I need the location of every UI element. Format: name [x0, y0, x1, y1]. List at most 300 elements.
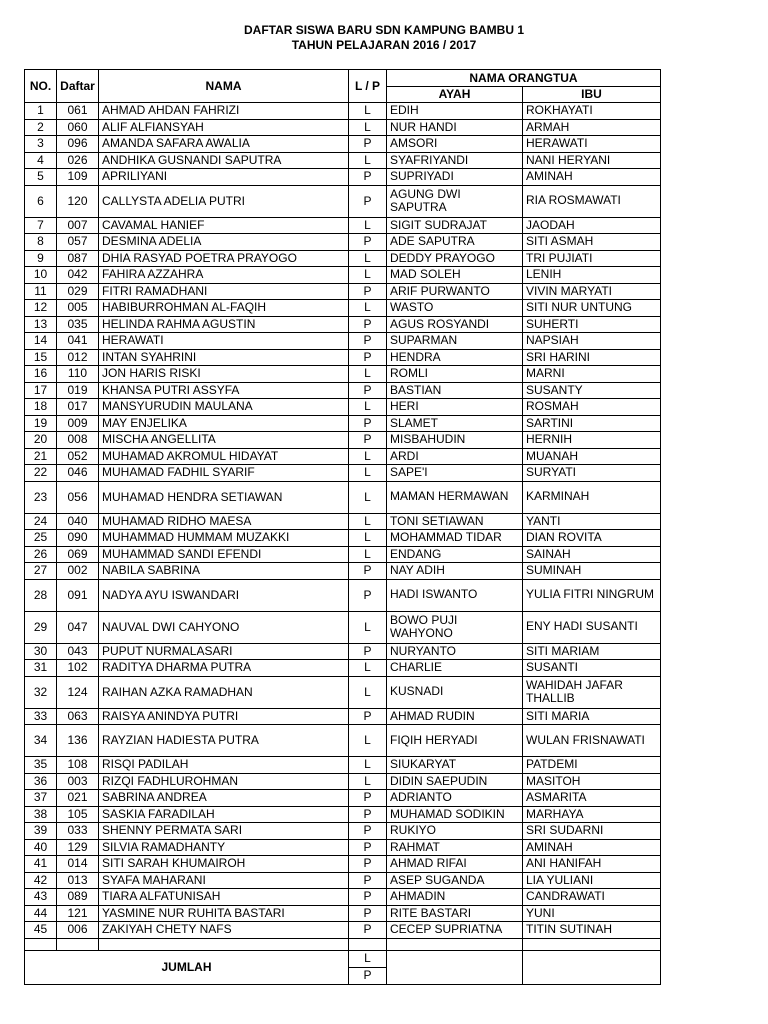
cell-ibu: ENY HADI SUSANTI — [523, 611, 661, 643]
cell-daftar: 096 — [57, 136, 99, 153]
table-row — [25, 152, 661, 169]
cell-ibu: WAHIDAH JAFAR THALLIB — [523, 676, 661, 708]
cell-lp: P — [349, 708, 387, 725]
cell-daftar: 047 — [57, 611, 99, 643]
cell-no: 27 — [25, 563, 57, 580]
table-row — [25, 872, 661, 889]
cell-lp: L — [349, 448, 387, 465]
cell-ayah: HENDRA — [387, 349, 523, 366]
cell-no: 12 — [25, 300, 57, 317]
cell-no: 39 — [25, 823, 57, 840]
table-row — [25, 725, 661, 757]
cell-lp: P — [349, 790, 387, 807]
cell-ayah: TONI SETIAWAN — [387, 513, 523, 530]
cell-daftar: 029 — [57, 283, 99, 300]
cell-ibu: SUSANTI — [523, 660, 661, 677]
cell-nama: MUHAMAD FADHIL SYARIF — [99, 465, 349, 482]
cell-no: 45 — [25, 922, 57, 939]
table-row — [25, 333, 661, 350]
cell-ayah: KUSNADI — [387, 676, 523, 708]
cell-lp: L — [349, 513, 387, 530]
cell-ayah: SAPE'I — [387, 465, 523, 482]
cell-lp: P — [349, 856, 387, 873]
cell-nama: SITI SARAH KHUMAIROH — [99, 856, 349, 873]
cell-lp: P — [349, 823, 387, 840]
cell-no: 31 — [25, 660, 57, 677]
table-row — [25, 660, 661, 677]
cell-ibu: ARMAH — [523, 119, 661, 136]
cell-nama: NADYA AYU ISWANDARI — [99, 579, 349, 611]
cell-nama: FAHIRA AZZAHRA — [99, 267, 349, 284]
cell-ayah: WASTO — [387, 300, 523, 317]
cell-nama: HABIBURROHMAN AL-FAQIH — [99, 300, 349, 317]
cell-daftar: 057 — [57, 234, 99, 251]
cell-lp: P — [349, 839, 387, 856]
cell-ibu: AMINAH — [523, 169, 661, 186]
cell-no: 22 — [25, 465, 57, 482]
cell-ibu: SITI NUR UNTUNG — [523, 300, 661, 317]
cell-no: 11 — [25, 283, 57, 300]
document-subtitle: TAHUN PELAJARAN 2016 / 2017 — [291, 38, 477, 52]
cell-ibu: TRI PUJIATI — [523, 250, 661, 267]
cell-lp: L — [349, 611, 387, 643]
cell-nama: SASKIA FARADILAH — [99, 806, 349, 823]
cell-nama: RISQI PADILAH — [99, 757, 349, 774]
table-row — [25, 366, 661, 383]
cell-daftar: 003 — [57, 773, 99, 790]
cell-nama: ANDHIKA GUSNANDI SAPUTRA — [99, 152, 349, 169]
cell-nama: RAYZIAN HADIESTA PUTRA — [99, 725, 349, 757]
cell-ayah: ADRIANTO — [387, 790, 523, 807]
cell-nama: SYAFA MAHARANI — [99, 872, 349, 889]
header-ayah: AYAH — [387, 87, 523, 103]
table-row — [25, 267, 661, 284]
cell-ibu: MUANAH — [523, 448, 661, 465]
cell-no: 23 — [25, 481, 57, 513]
cell-ibu: ROKHAYATI — [523, 103, 661, 120]
table-row — [25, 432, 661, 449]
cell-ayah: ASEP SUGANDA — [387, 872, 523, 889]
cell-nama: MUHAMMAD SANDI EFENDI — [99, 546, 349, 563]
cell-ayah: DEDDY PRAYOGO — [387, 250, 523, 267]
cell-ibu: ROSMAH — [523, 399, 661, 416]
cell-no: 29 — [25, 611, 57, 643]
cell-nama: TIARA ALFATUNISAH — [99, 889, 349, 906]
table-row — [25, 415, 661, 432]
cell-daftar: 090 — [57, 530, 99, 547]
cell-no: 8 — [25, 234, 57, 251]
cell-nama: RADITYA DHARMA PUTRA — [99, 660, 349, 677]
cell-lp: L — [349, 366, 387, 383]
cell-lp: L — [349, 773, 387, 790]
cell-ibu: YANTI — [523, 513, 661, 530]
cell-ayah: ROMLI — [387, 366, 523, 383]
cell-lp: P — [349, 333, 387, 350]
cell-no: 4 — [25, 152, 57, 169]
cell-ibu: TITIN SUTINAH — [523, 922, 661, 939]
cell-nama: SHENNY PERMATA SARI — [99, 823, 349, 840]
cell-lp: P — [349, 349, 387, 366]
cell-ibu: CANDRAWATI — [523, 889, 661, 906]
table-row — [25, 790, 661, 807]
cell-no: 14 — [25, 333, 57, 350]
cell-lp: P — [349, 283, 387, 300]
cell-daftar: 102 — [57, 660, 99, 677]
cell-ibu: AMINAH — [523, 839, 661, 856]
cell-ibu: SRI SUDARNI — [523, 823, 661, 840]
table-row — [25, 563, 661, 580]
cell-daftar: 035 — [57, 316, 99, 333]
cell-nama: PUPUT NURMALASARI — [99, 643, 349, 660]
cell-ayah: BOWO PUJI WAHYONO — [387, 611, 523, 643]
cell-no: 40 — [25, 839, 57, 856]
cell-ayah: NUR HANDI — [387, 119, 523, 136]
cell-nama: JON HARIS RISKI — [99, 366, 349, 383]
cell-daftar: 129 — [57, 839, 99, 856]
cell-ibu: RIA ROSMAWATI — [523, 185, 661, 217]
table-row — [25, 103, 661, 120]
cell-ibu: HERAWATI — [523, 136, 661, 153]
cell-daftar: 006 — [57, 922, 99, 939]
cell-lp: P — [349, 136, 387, 153]
cell-nama: AHMAD AHDAN FAHRIZI — [99, 103, 349, 120]
cell-ayah: EDIH — [387, 103, 523, 120]
cell-no: 34 — [25, 725, 57, 757]
cell-ayah: RAHMAT — [387, 839, 523, 856]
cell-no: 3 — [25, 136, 57, 153]
cell-ayah: ARIF PURWANTO — [387, 283, 523, 300]
cell-ibu: ASMARITA — [523, 790, 661, 807]
table-row — [25, 513, 661, 530]
cell-nama: MISCHA ANGELLITA — [99, 432, 349, 449]
cell-ayah: ARDI — [387, 448, 523, 465]
cell-lp: L — [349, 250, 387, 267]
cell-lp: L — [349, 660, 387, 677]
cell-ayah: MUHAMAD SODIKIN — [387, 806, 523, 823]
table-row — [25, 806, 661, 823]
cell-lp: L — [349, 119, 387, 136]
cell-daftar: 046 — [57, 465, 99, 482]
cell-daftar: 033 — [57, 823, 99, 840]
cell-lp: L — [349, 103, 387, 120]
cell-nama: RIZQI FADHLUROHMAN — [99, 773, 349, 790]
cell-no: 13 — [25, 316, 57, 333]
cell-ayah: SIUKARYAT — [387, 757, 523, 774]
cell-ibu: SRI HARINI — [523, 349, 661, 366]
cell-nama: DHIA RASYAD POETRA PRAYOGO — [99, 250, 349, 267]
cell-ibu: DIAN ROVITA — [523, 530, 661, 547]
cell-ibu: SURYATI — [523, 465, 661, 482]
cell-nama: RAIHAN AZKA RAMADHAN — [99, 676, 349, 708]
cell-daftar: 026 — [57, 152, 99, 169]
cell-ayah: MAD SOLEH — [387, 267, 523, 284]
cell-ayah: RUKIYO — [387, 823, 523, 840]
cell-no: 15 — [25, 349, 57, 366]
cell-ibu: LIA YULIANI — [523, 872, 661, 889]
table-row — [25, 643, 661, 660]
cell-daftar: 005 — [57, 300, 99, 317]
cell-ayah: BASTIAN — [387, 382, 523, 399]
cell-ibu: SUMINAH — [523, 563, 661, 580]
header-no: NO. — [25, 70, 57, 103]
jumlah-ibu-cell — [523, 950, 661, 984]
cell-ibu: SAINAH — [523, 546, 661, 563]
table-row — [25, 169, 661, 186]
cell-ayah: CHARLIE — [387, 660, 523, 677]
cell-daftar: 087 — [57, 250, 99, 267]
cell-no: 2 — [25, 119, 57, 136]
cell-ibu: WULAN FRISNAWATI — [523, 725, 661, 757]
table-row — [25, 773, 661, 790]
cell-daftar: 124 — [57, 676, 99, 708]
cell-daftar: 042 — [57, 267, 99, 284]
cell-no: 21 — [25, 448, 57, 465]
cell-daftar: 110 — [57, 366, 99, 383]
cell-lp: P — [349, 316, 387, 333]
table-row — [25, 185, 661, 217]
cell-nama: MUHAMAD AKROMUL HIDAYAT — [99, 448, 349, 465]
cell-nama: CAVAMAL HANIEF — [99, 217, 349, 234]
cell-daftar: 043 — [57, 643, 99, 660]
cell-nama: MANSYURUDIN MAULANA — [99, 399, 349, 416]
cell-lp: L — [349, 217, 387, 234]
cell-ibu: YUNI — [523, 905, 661, 922]
cell-lp: P — [349, 905, 387, 922]
cell-daftar: 136 — [57, 725, 99, 757]
cell-no: 5 — [25, 169, 57, 186]
cell-daftar: 109 — [57, 169, 99, 186]
header-lp: L / P — [349, 70, 387, 103]
table-row — [25, 922, 661, 939]
cell-nama: ZAKIYAH CHETY NAFS — [99, 922, 349, 939]
cell-ayah: DIDIN SAEPUDIN — [387, 773, 523, 790]
table-row — [25, 234, 661, 251]
cell-no: 1 — [25, 103, 57, 120]
cell-no: 41 — [25, 856, 57, 873]
table-row — [25, 839, 661, 856]
table-row — [25, 349, 661, 366]
cell-no: 42 — [25, 872, 57, 889]
cell-ayah: SUPARMAN — [387, 333, 523, 350]
table-row — [25, 382, 661, 399]
cell-no: 7 — [25, 217, 57, 234]
header-daftar: Daftar — [57, 70, 99, 103]
cell-no: 33 — [25, 708, 57, 725]
cell-ibu: SUSANTY — [523, 382, 661, 399]
cell-nama: NAUVAL DWI CAHYONO — [99, 611, 349, 643]
cell-no: 19 — [25, 415, 57, 432]
cell-daftar: 002 — [57, 563, 99, 580]
cell-nama: AMANDA SAFARA AWALIA — [99, 136, 349, 153]
table-row — [25, 448, 661, 465]
cell-ibu: NANI HERYANI — [523, 152, 661, 169]
table-row — [25, 481, 661, 513]
cell-no: 26 — [25, 546, 57, 563]
table-row — [25, 676, 661, 708]
cell-ayah: MISBAHUDIN — [387, 432, 523, 449]
cell-no: 25 — [25, 530, 57, 547]
table-row — [25, 856, 661, 873]
cell-ibu: MARNI — [523, 366, 661, 383]
cell-lp: L — [349, 725, 387, 757]
table-row — [25, 546, 661, 563]
cell-ayah: MOHAMMAD TIDAR — [387, 530, 523, 547]
cell-nama: HELINDA RAHMA AGUSTIN — [99, 316, 349, 333]
cell-nama: DESMINA ADELIA — [99, 234, 349, 251]
cell-no: 38 — [25, 806, 57, 823]
cell-lp: P — [349, 889, 387, 906]
cell-no: 10 — [25, 267, 57, 284]
cell-ayah: SYAFRIYANDI — [387, 152, 523, 169]
cell-ayah: FIQIH HERYADI — [387, 725, 523, 757]
cell-no: 32 — [25, 676, 57, 708]
cell-no: 9 — [25, 250, 57, 267]
document-title: DAFTAR SISWA BARU SDN KAMPUNG BAMBU 1 — [244, 23, 524, 37]
cell-daftar: 105 — [57, 806, 99, 823]
cell-lp: L — [349, 465, 387, 482]
cell-nama: ALIF ALFIANSYAH — [99, 119, 349, 136]
cell-ibu: SITI MARIAM — [523, 643, 661, 660]
cell-ibu: VIVIN MARYATI — [523, 283, 661, 300]
cell-ibu: JAODAH — [523, 217, 661, 234]
cell-lp: P — [349, 382, 387, 399]
table-row — [25, 399, 661, 416]
table-row — [25, 119, 661, 136]
cell-daftar: 089 — [57, 889, 99, 906]
cell-lp: P — [349, 563, 387, 580]
cell-ayah: AMSORI — [387, 136, 523, 153]
table-row — [25, 530, 661, 547]
cell-no: 16 — [25, 366, 57, 383]
cell-daftar: 021 — [57, 790, 99, 807]
cell-daftar: 121 — [57, 905, 99, 922]
cell-ayah: NAY ADIH — [387, 563, 523, 580]
cell-daftar: 056 — [57, 481, 99, 513]
table-row — [25, 217, 661, 234]
summary-row-l — [25, 950, 661, 967]
cell-lp: L — [349, 152, 387, 169]
cell-lp: L — [349, 481, 387, 513]
table-row — [25, 611, 661, 643]
cell-no: 37 — [25, 790, 57, 807]
cell-no: 24 — [25, 513, 57, 530]
cell-daftar: 041 — [57, 333, 99, 350]
cell-lp: P — [349, 185, 387, 217]
cell-ayah: AGUS ROSYANDI — [387, 316, 523, 333]
table-row — [25, 250, 661, 267]
cell-ibu: SITI ASMAH — [523, 234, 661, 251]
table-row — [25, 905, 661, 922]
cell-ayah: AHMAD RIFAI — [387, 856, 523, 873]
cell-lp: P — [349, 579, 387, 611]
cell-daftar: 012 — [57, 349, 99, 366]
table-row — [25, 579, 661, 611]
cell-ayah: HERI — [387, 399, 523, 416]
cell-ibu: PATDEMI — [523, 757, 661, 774]
cell-ibu: SUHERTI — [523, 316, 661, 333]
cell-daftar: 007 — [57, 217, 99, 234]
header-nama: NAMA — [99, 70, 349, 103]
cell-lp: L — [349, 546, 387, 563]
cell-ayah: ENDANG — [387, 546, 523, 563]
cell-nama: INTAN SYAHRINI — [99, 349, 349, 366]
cell-lp: L — [349, 300, 387, 317]
cell-no: 18 — [25, 399, 57, 416]
cell-ayah: AGUNG DWI SAPUTRA — [387, 185, 523, 217]
cell-ayah: NURYANTO — [387, 643, 523, 660]
cell-lp: P — [349, 169, 387, 186]
cell-ayah: SUPRIYADI — [387, 169, 523, 186]
cell-lp: P — [349, 234, 387, 251]
cell-no: 6 — [25, 185, 57, 217]
cell-nama: FITRI RAMADHANI — [99, 283, 349, 300]
cell-ayah: SLAMET — [387, 415, 523, 432]
cell-ibu: KARMINAH — [523, 481, 661, 513]
cell-nama: APRILIYANI — [99, 169, 349, 186]
table-row — [25, 136, 661, 153]
cell-no: 20 — [25, 432, 57, 449]
cell-nama: CALLYSTA ADELIA PUTRI — [99, 185, 349, 217]
cell-lp: L — [349, 530, 387, 547]
cell-no: 35 — [25, 757, 57, 774]
jumlah-ayah-cell — [387, 950, 523, 984]
cell-ibu: SARTINI — [523, 415, 661, 432]
cell-daftar: 061 — [57, 103, 99, 120]
cell-daftar: 014 — [57, 856, 99, 873]
cell-ayah: ADE SAPUTRA — [387, 234, 523, 251]
cell-lp: P — [349, 872, 387, 889]
cell-daftar: 120 — [57, 185, 99, 217]
table-row — [25, 708, 661, 725]
jumlah-label: JUMLAH — [25, 950, 349, 984]
cell-ayah: RITE BASTARI — [387, 905, 523, 922]
cell-ibu: HERNIH — [523, 432, 661, 449]
cell-ibu: YULIA FITRI NINGRUM — [523, 579, 661, 611]
cell-daftar: 017 — [57, 399, 99, 416]
cell-no: 44 — [25, 905, 57, 922]
cell-lp: P — [349, 643, 387, 660]
cell-nama: MUHAMAD HENDRA SETIAWAN — [99, 481, 349, 513]
blank-row — [25, 938, 661, 950]
cell-daftar: 091 — [57, 579, 99, 611]
cell-no: 17 — [25, 382, 57, 399]
cell-ayah: AHMADIN — [387, 889, 523, 906]
cell-nama: RAISYA ANINDYA PUTRI — [99, 708, 349, 725]
jumlah-l-label: L — [349, 950, 387, 967]
cell-daftar: 008 — [57, 432, 99, 449]
table-row — [25, 300, 661, 317]
cell-ayah: CECEP SUPRIATNA — [387, 922, 523, 939]
cell-nama: MUHAMAD RIDHO MAESA — [99, 513, 349, 530]
cell-lp: P — [349, 922, 387, 939]
cell-daftar: 052 — [57, 448, 99, 465]
cell-daftar: 069 — [57, 546, 99, 563]
header-orangtua: NAMA ORANGTUA — [387, 70, 661, 87]
cell-no: 30 — [25, 643, 57, 660]
cell-no: 43 — [25, 889, 57, 906]
cell-nama: YASMINE NUR RUHITA BASTARI — [99, 905, 349, 922]
cell-lp: L — [349, 676, 387, 708]
cell-ibu: LENIH — [523, 267, 661, 284]
cell-nama: NABILA SABRINA — [99, 563, 349, 580]
cell-no: 28 — [25, 579, 57, 611]
cell-ayah: HADI ISWANTO — [387, 579, 523, 611]
student-table — [24, 69, 661, 985]
cell-lp: L — [349, 757, 387, 774]
cell-ibu: MARHAYA — [523, 806, 661, 823]
cell-ayah: AHMAD RUDIN — [387, 708, 523, 725]
cell-no: 36 — [25, 773, 57, 790]
